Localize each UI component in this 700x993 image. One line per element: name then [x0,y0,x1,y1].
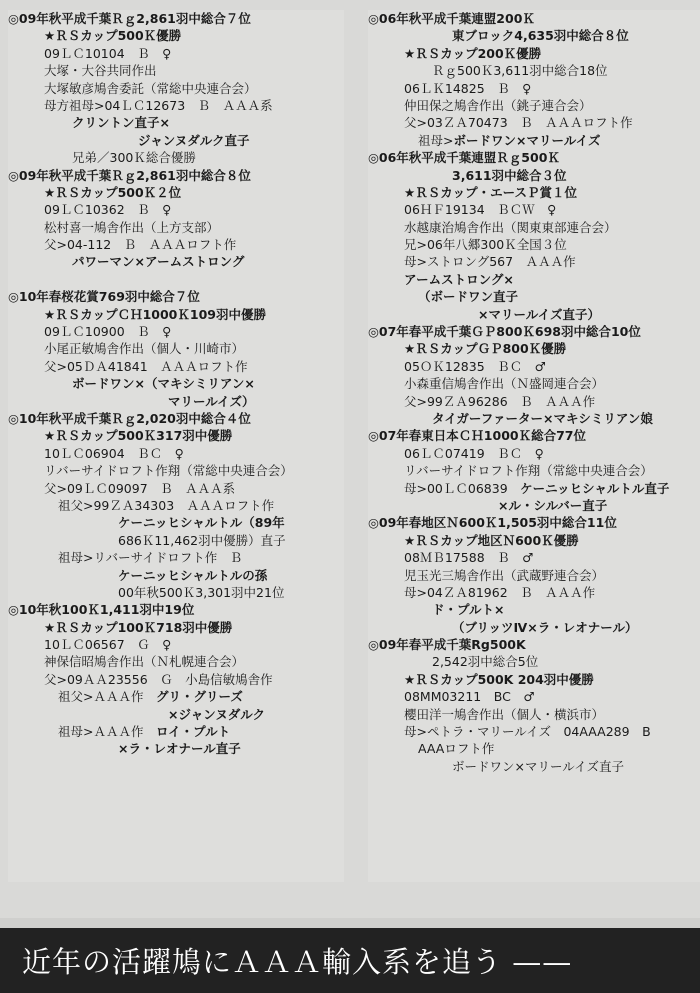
left-text-line: 父>09ＬＣ09097 Ｂ ＡＡＡ系 [44,480,236,496]
right-text-line: 母>04ＺＡ81962 Ｂ ＡＡＡ作 [404,584,596,600]
left-text-line: ×ラ・レオナール直子 [118,741,241,757]
right-entry-heading: ◎06年秋平成千葉連盟200Ｋ [368,11,535,26]
banner-title: 近年の活躍鳩にＡＡＡ輸入系を追う —— [22,945,573,979]
right-entry-heading: ◎06年秋平成千葉連盟Ｒｇ500Ｋ [368,150,560,166]
section-banner [0,918,700,993]
right-text-line: リバーサイドロフト作翔（常総中央連合会） [404,463,653,479]
right-text-line: 小森重信鳩舎作出（Ｎ盛岡連合会） [404,376,605,392]
left-entry-heading: ◎09年秋平成千葉Ｒｇ2,861羽中総合８位 [8,167,251,183]
right-text-line: 05ＯＫ12835 ＢＣ ♂ [404,358,546,374]
right-text-line: ×ル・シルバー直子 [498,497,608,513]
left-text-line: 祖父>99ＺＡ34303 ＡＡＡロフト作 [58,497,275,513]
left-text-line: 父>05ＤＡ41841 ＡＡＡロフト作 [44,358,248,374]
left-text-line: マリールイズ） [168,393,255,409]
right-text-line: 水越康治鳩舎作出（関東東部連合会） [404,219,617,235]
left-text-line: クリントン直子× [72,115,170,131]
right-text-line: 06ＬＫ14825 Ｂ ♀ [404,80,532,96]
left-text-line: ケーニッヒシャルトルの孫 [118,567,268,583]
right-text-line: タイガーファーター×マキシミリアン娘 [432,410,653,426]
right-text-line: 兄>06年八郷300Ｋ全国３位 [404,237,567,253]
right-text-line: Ｒｇ500Ｋ3,611羽中総合18位 [432,63,608,79]
left-text-line: 松村喜一鳩舎作出（上方支部） [44,219,220,235]
left-text-line: 神保信昭鳩舎作出（Ｎ札幌連合会） [44,654,245,670]
right-text-line: （ブリッツⅣ×ラ・レオナール） [452,619,638,635]
left-text-line: ★ＲＳカップ500Ｋ優勝 [44,28,182,44]
left-text-line: ★ＲＳカップ500Ｋ317羽中優勝 [44,428,233,444]
left-text-line: パワーマン×アームストロング [72,254,245,270]
right-text-line: ★ＲＳカップＧＰ800Ｋ優勝 [404,341,567,357]
right-text-line: 06ＨＦ19134 ＢＣＷ ♀ [404,202,557,218]
right-text-line: ★ＲＳカップ500K 204羽中優勝 [404,671,594,687]
right-text-line: 仲田保之鳩舎作出（銚子連合会） [404,97,592,113]
right-text-line: 児玉光三鳩舎作出（武蔵野連合会） [404,567,605,583]
right-entry-heading: ◎09年春地区Ｎ600Ｋ1,505羽中総合11位 [368,515,617,531]
right-text-line: 母>00ＬＣ06839 ケーニッヒシャルトル直子 [404,480,670,496]
left-text-line: 母方祖母>04ＬＣ12673 Ｂ ＡＡＡ系 [44,97,273,113]
left-entry-heading: ◎10年秋平成千葉Ｒｇ2,020羽中総合４位 [8,410,251,426]
left-text-line: 小尾正敏鳩舎作出（個人・川崎市） [44,341,245,357]
right-text-line: 08MM03211 BC ♂ [404,689,535,705]
left-text-line: リバーサイドロフト作翔（常総中央連合会） [44,463,293,479]
left-text-line: ★ＲＳカップＣＨ1000Ｋ109羽中優勝 [44,306,266,322]
right-text-line: 母>ストロング567 ＡＡＡ作 [404,254,576,270]
right-text-line: 父>03ＺＡ70473 Ｂ ＡＡＡロフト作 [404,115,633,131]
right-entry-heading: ◎07年春東日本ＣＨ1000Ｋ総合77位 [368,428,586,444]
right-text-line: 3,611羽中総合３位 [452,167,567,183]
right-text-line: ド・プルト× [432,602,505,618]
right-text-line: 東ブロック4,635羽中総合８位 [452,28,629,44]
right-text-line: 櫻田洋一鳩舎作出（個人・横浜市） [404,706,605,722]
right-entry-heading: ◎07年春平成千葉ＧＰ800Ｋ698羽中総合10位 [368,324,641,340]
right-text-line: 06ＬＣ07419 ＢＣ ♀ [404,445,544,461]
left-text-line: 10ＬＣ06904 ＢＣ ♀ [44,445,184,461]
right-text-line: 2,542羽中総合5位 [432,654,539,670]
left-text-line: ★ＲＳカップ100Ｋ718羽中優勝 [44,619,233,635]
left-text-line: ×ジャンヌダルク [168,706,265,722]
right-text-line: アームストロング× [404,271,514,287]
left-text-line: 09ＬＣ10900 Ｂ ♀ [44,324,172,340]
left-text-line: 祖父>ＡＡＡ作 グリ・グリーズ [58,689,243,705]
left-text-line: 10ＬＣ06567 Ｇ ♀ [44,637,172,653]
left-text-line: ジャンヌダルク直子 [138,132,250,148]
left-text-line: 09ＬＣ10104 Ｂ ♀ [44,45,172,61]
right-text-line: ×マリールイズ直子） [478,306,600,322]
right-text-line: ★ＲＳカップ地区Ｎ600Ｋ優勝 [404,532,579,548]
left-text-line: 大塚・大谷共同作出 [44,63,157,79]
right-text-line: 父>99ＺＡ96286 Ｂ ＡＡＡ作 [404,393,596,409]
left-text-line: ★ＲＳカップ500Ｋ２位 [44,184,182,200]
left-text-line: 父>09ＡＡ23556 Ｇ 小島信敏鳩舎作 [44,671,273,687]
left-text-line: 09ＬＣ10362 Ｂ ♀ [44,202,172,218]
right-text-line: ★ＲＳカップ200Ｋ優勝 [404,45,542,61]
left-text-line: 大塚敏彦鳩舎委託（常総中央連合会） [44,80,257,96]
left-entry-heading: ◎09年秋平成千葉Ｒｇ2,861羽中総合７位 [8,11,251,26]
left-entry-heading: ◎10年秋100Ｋ1,411羽中19位 [8,602,195,618]
right-entry-heading: ◎09年春平成千葉Rg500K [368,637,526,653]
left-text-line: 686Ｋ11,462羽中優勝）直子 [118,532,286,548]
right-text-line: （ボードワン直子 [418,289,519,305]
right-text-line: 08ＭＢ17588 Ｂ ♂ [404,550,534,566]
left-text-line: 祖母>リバーサイドロフト作 Ｂ [58,550,243,566]
left-text-line: ケーニッヒシャルトル（89年 [118,515,285,531]
left-text-line: 祖母>ＡＡＡ作 ロイ・プルト [58,724,231,740]
right-text-line: ★ＲＳカップ・エースＰ賞１位 [404,184,577,200]
right-text-line: 祖母>ボードワン×マリールイズ [418,132,601,148]
left-spacer [8,271,344,288]
left-text-line: 00年秋500Ｋ3,301羽中21位 [118,584,285,600]
right-text-line: ボードワン×マリールイズ直子 [452,758,624,774]
left-text-line: 父>04-112 Ｂ ＡＡＡロフト作 [44,237,237,253]
left-entry-heading: ◎10年春桜花賞769羽中総合７位 [8,289,200,305]
right-column [368,10,700,882]
right-text-line: AAAロフト作 [418,741,495,757]
left-text-line: 兄弟／300Ｋ総合優勝 [72,150,196,166]
left-column [8,10,344,882]
left-text-line: ボードワン×（マキシミリアン× [72,376,255,392]
right-text-line: 母>ペトラ・マリールイズ 04AAA289 B [404,724,651,740]
